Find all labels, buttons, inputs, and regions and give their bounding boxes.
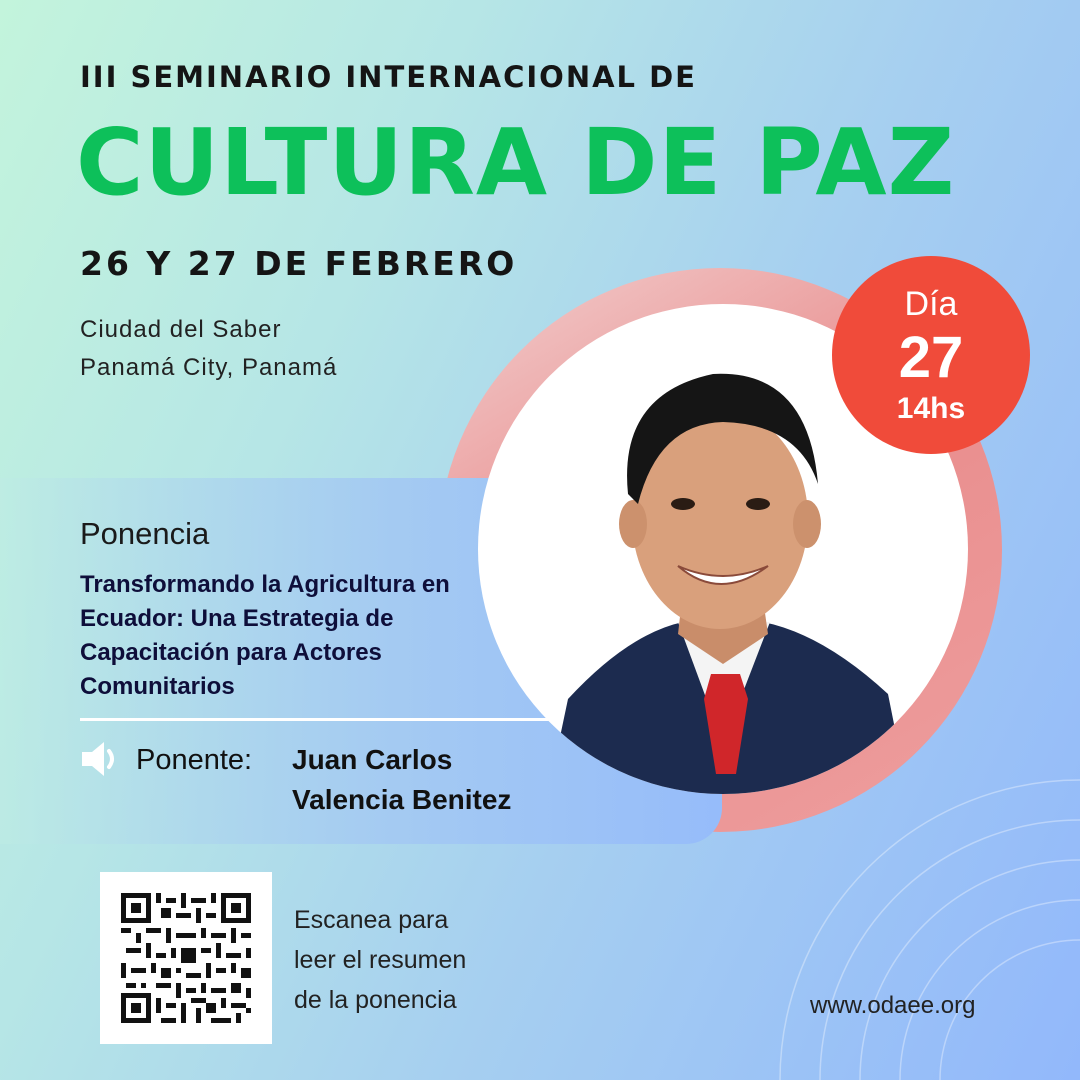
qr-code[interactable]: [100, 872, 272, 1044]
talk-title: Transformando la Agricultura en Ecuador: Una Estrategia de Capacitación para Actores Comunitarios: [80, 571, 450, 700]
badge-time: 14hs: [896, 392, 966, 425]
location-line-1: Ciudad del Saber: [80, 316, 282, 343]
website-link[interactable]: www.odaee.org: [810, 992, 976, 1019]
speaker-label: Ponente:: [136, 744, 253, 776]
qr-caption: [294, 900, 554, 1020]
speaker-name-line-1: Juan Carlos: [292, 744, 453, 775]
location-line-2: Panamá City, Panamá: [80, 354, 338, 381]
badge-day-number: 27: [898, 325, 964, 390]
qr-caption-line-3: de la ponencia: [294, 986, 457, 1014]
qr-code-pattern: [121, 893, 251, 1023]
seminar-subtitle: III SEMINARIO INTERNACIONAL DE: [80, 60, 697, 94]
page-title: CULTURA DE PAZ: [76, 109, 956, 216]
talk-label: Ponencia: [80, 516, 210, 551]
badge-day-label: Día: [904, 285, 958, 323]
event-dates: 26 Y 27 DE FEBRERO: [80, 244, 518, 283]
qr-caption-line-2: leer el resumen: [294, 946, 467, 974]
divider: [80, 718, 558, 721]
date-badge: [832, 256, 1030, 454]
speaker-name-line-2: Valencia Benitez: [292, 784, 512, 815]
speaker-name: [292, 740, 612, 820]
speaker-volume-icon: [80, 740, 122, 783]
qr-caption-line-1: Escanea para: [294, 906, 449, 934]
